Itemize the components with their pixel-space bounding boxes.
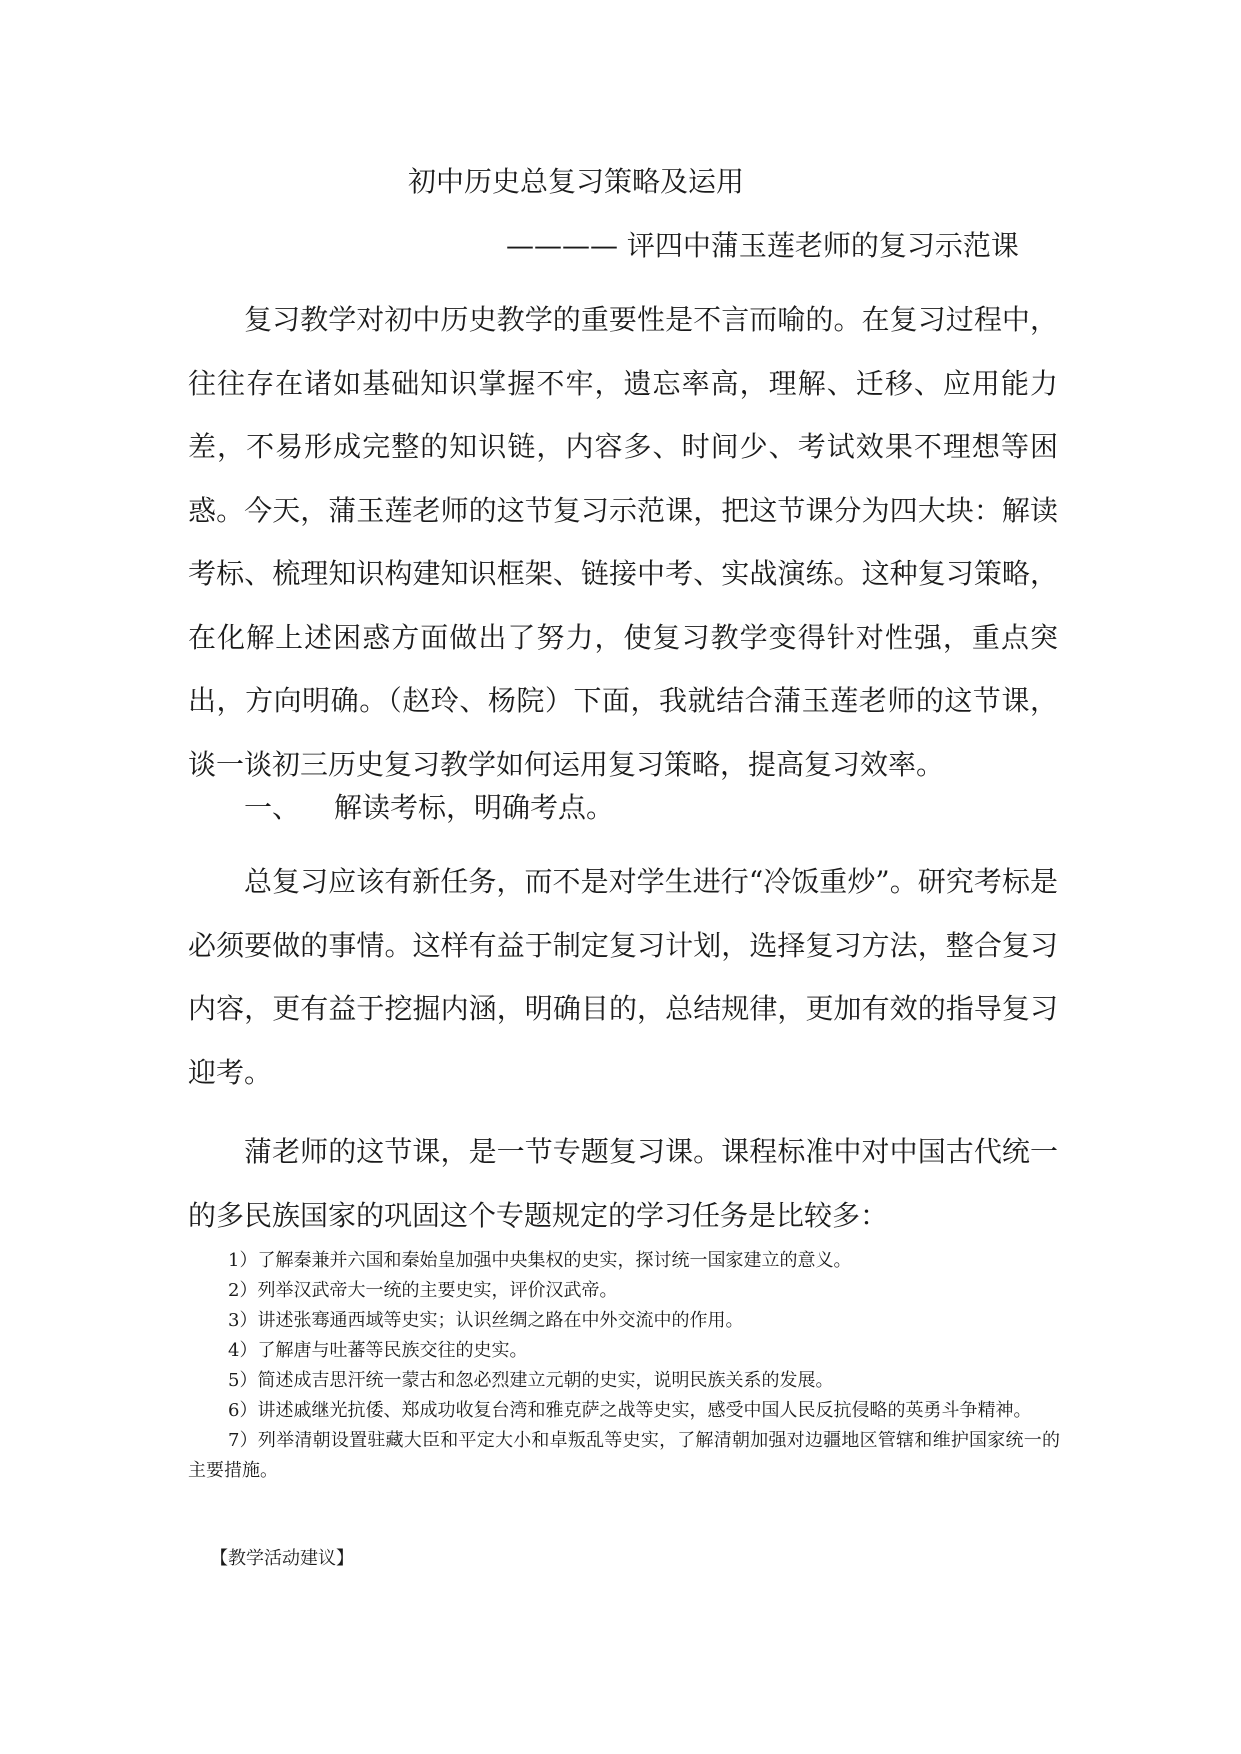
section-number: 一、 xyxy=(244,791,301,824)
section-heading-1 xyxy=(244,788,614,828)
curriculum-standards-list xyxy=(188,1246,1060,1486)
section-title: 解读考标，明确考点。 xyxy=(334,791,615,824)
list-item: 4）了解唐与吐蕃等民族交往的史实。 xyxy=(228,1340,528,1361)
list-item: 5）简述成吉思汗统一蒙古和忽必烈建立元朝的史实，说明民族关系的发展。 xyxy=(228,1370,834,1391)
list-item: 2）列举汉武帝大一统的主要史实，评价汉武帝。 xyxy=(228,1280,618,1301)
document-title: 初中历史总复习策略及运用 xyxy=(408,165,745,198)
list-item: 6）讲述戚继光抗倭、郑成功收复台湾和雅克萨之战等史实，感受中国人民反抗侵略的英勇斗争精神。 xyxy=(228,1400,1032,1421)
document-subtitle xyxy=(506,226,1019,266)
list-item: 1）了解秦兼并六国和秦始皇加强中央集权的史实，探讨统一国家建立的意义。 xyxy=(228,1250,852,1271)
list-item: 7）列举清朝设置驻藏大臣和平定大小和卓叛乱等史实，了解清朝加强对边疆地区管辖和维护国家统一的主要措施。 xyxy=(188,1430,1060,1481)
activity-heading: 【教学活动建议】 xyxy=(210,1548,354,1569)
paragraph-intro: 复习教学对初中历史教学的重要性是不言而喻的。在复习过程中，往往存在诸如基础知识掌握不牢，遗忘率高，理解、迁移、应用能力差，不易形成完整的知识链，内容多、时间少、考试效果不理想等困惑。今天，蒲玉莲老师的这节复习示范课，把这节课分为四大块：解读考标、梳理知识构建知识框架、链接中考、实战演练。这种复习策略，在化解上述困惑方面做出了努力，使复习教学变得针对性强，重点突出，方向明确。（赵玲、杨院）下面，我就结合蒲玉莲老师的这节课，谈一谈初三历史复习教学如何运用复习策略，提高复习效率。 xyxy=(188,303,1058,781)
paragraph-review-task: 总复习应该有新任务，而不是对学生进行“冷饭重炒”。研究考标是必须要做的事情。这样有益于制定复习计划，选择复习方法，整合复习内容，更有益于挖掘内涵，明确目的，总结规律，更加有效的指导复习迎考。 xyxy=(188,865,1058,1089)
subtitle-dash: ———— xyxy=(506,229,618,262)
subtitle-text: 评四中蒲玉莲老师的复习示范课 xyxy=(626,229,1019,262)
paragraph-lesson-topic: 蒲老师的这节课，是一节专题复习课。课程标准中对中国古代统一的多民族国家的巩固这个专题规定的学习任务是比较多： xyxy=(188,1135,1058,1232)
list-item: 3）讲述张骞通西域等史实；认识丝绸之路在中外交流中的作用。 xyxy=(228,1310,744,1331)
